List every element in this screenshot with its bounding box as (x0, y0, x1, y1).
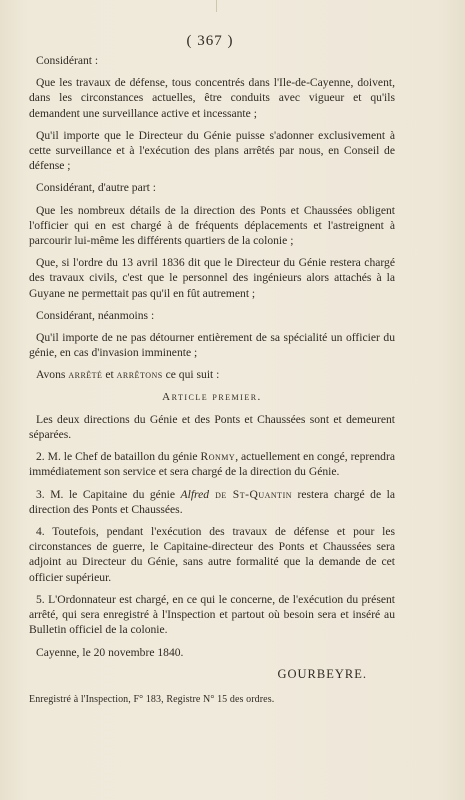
article-1-text: Les deux directions du Génie et des Ponts et Chaussées sont et demeurent séparées. (29, 412, 395, 442)
article-3-de: de (209, 487, 233, 501)
article-title: Article premier. (162, 390, 262, 403)
article-5-text: 5. L'Ordonnateur est chargé, en ce qui le concerne, de l'exécution du présent arrêté, qui sera enregistré à l'Inspection et partout où besoin sera et inséré au Bulletin officiel de la colonie. (29, 592, 395, 637)
paragraph-avons-arrete (29, 367, 395, 382)
article-3-text (29, 487, 395, 517)
text-ce-qui-suit: ce qui suit : (162, 368, 220, 382)
paragraph-considerant-3: Considérant, néanmoins : (36, 308, 155, 322)
registration-footer: Enregistré à l'Inspection, F° 183, Registre N° 15 des ordres. (29, 693, 275, 705)
text-et: et (102, 368, 117, 382)
paragraph-considerant-2: Considérant, d'autre part : (36, 181, 156, 195)
text-arretons: arrêtons (116, 368, 163, 382)
signature: GOURBEYRE. (277, 666, 367, 681)
paragraph-ordre-1836: Que, si l'ordre du 13 avril 1836 dit que le Directeur du Génie restera chargé des travaux civils, c'est que le personnel des ingénieurs alors attachés à la Guyane ne permettait pas qu'il en fût autrement ; (29, 256, 395, 300)
text-avons: Avons (36, 368, 69, 382)
date-line: Cayenne, le 20 novembre 1840. (36, 645, 184, 659)
paragraph-ponts-chaussees: Que les nombreux détails de la direction des Ponts et Chaussées obligent l'officier qui en est chargé à de fréquents déplacements et l'astreignent à parcourir lui-même les différents quartiers de la colonie ; (29, 203, 395, 248)
paragraph-directeur-genie: Qu'il importe que le Directeur du Génie puisse s'adonner exclusivement à cette surveillance et à l'exécution des plans arrêtés par nous, en Conseil de défense ; (29, 128, 395, 173)
paragraph-specialite: Qu'il importe de ne pas détourner entièrement de sa spécialité un officier du génie, en cas d'invasion imminente ; (29, 331, 395, 360)
article-2-text (29, 449, 395, 479)
article-3-firstname: Alfred (180, 487, 210, 501)
article-3-part-1: 3. M. le Capitaine du génie (36, 487, 181, 501)
paragraph-considerant-1: Considérant : (36, 54, 99, 67)
article-4-text: 4. Toutefois, pendant l'exécution des travaux de défense et pour les circonstances de guerre, le Capitaine-directeur des Ponts et Chaussées sera adjoint au Directeur du Génie, sans autre formalité que la demande de cet officier supérieur. (29, 525, 395, 584)
paragraph-travaux-defense: Que les travaux de défense, tous concentrés dans l'Ile-de-Cayenne, doivent, dans les circonstances actuelles, être conduits avec vigueur et qu'ils demandent une surveillance active et incessante ; (29, 76, 395, 120)
document-body (29, 53, 395, 707)
article-2-part-1: 2. M. le Chef de bataillon du génie (36, 450, 201, 464)
text-arrete: arrêté (68, 368, 103, 382)
article-2-part-2: , actuellement en congé, reprendra immédiatement son service et sera chargé de la direction du Génie. (29, 450, 395, 479)
page-number: ( 367 ) (186, 33, 234, 49)
article-3-surname: St-Quantin (232, 487, 293, 501)
article-3-part-2: restera chargé de la direction des Ponts et Chaussées. (29, 487, 395, 516)
article-2-name: Ronmy (200, 450, 236, 464)
page-edge-mark (216, 0, 217, 12)
